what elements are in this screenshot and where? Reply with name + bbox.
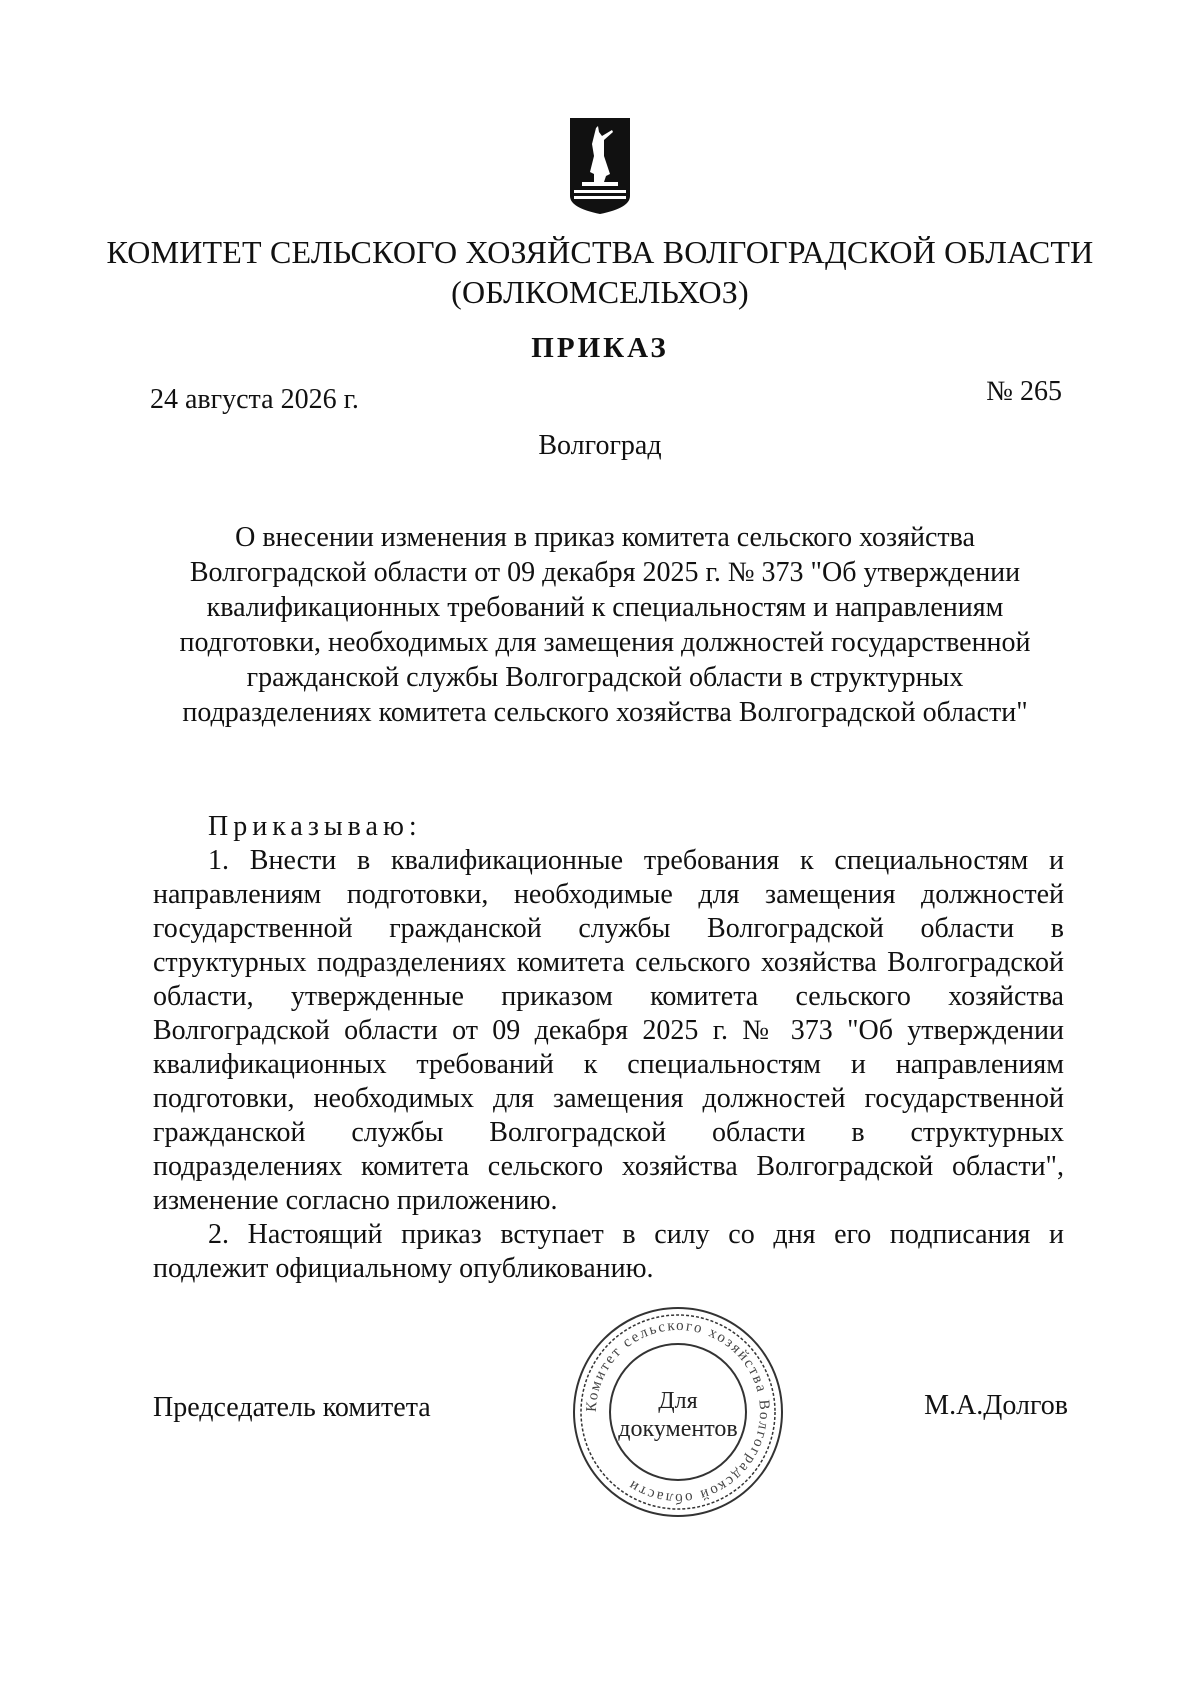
- document-date: 24 августа 2026 г.: [150, 384, 359, 415]
- signer-position: Председатель комитета: [153, 1392, 431, 1423]
- document-city: Волгоград: [538, 430, 662, 461]
- subject-line: подготовки, необходимых для замещения должностей государственной: [179, 627, 1031, 658]
- subject-line: гражданской службы Волгоградской области в структурных: [246, 662, 964, 693]
- subject-line: Волгоградской области от 09 декабря 2025 г. № 373 "Об утверждении: [189, 557, 1021, 588]
- stamp-center-line1: Для: [658, 1388, 698, 1414]
- subject-line: О внесении изменения в приказ комитета сельского хозяйства: [235, 522, 975, 553]
- document-subject: [160, 520, 1050, 730]
- organization-name: [100, 232, 1100, 312]
- order-item-2: 2. Настоящий приказ вступает в силу со дня его подписания и подлежит официальному опубликованию.: [153, 1219, 1064, 1284]
- signer-name: М.А.Долгов: [924, 1390, 1068, 1421]
- organization-name-line2: (ОБЛКОМСЕЛЬХОЗ): [451, 274, 749, 310]
- document-type: ПРИКАЗ: [531, 332, 669, 364]
- orders-word: Приказываю:: [208, 811, 422, 842]
- document-number: № 265: [986, 376, 1062, 407]
- stamp-center-line2: документов: [618, 1416, 738, 1442]
- organization-name-line1: КОМИТЕТ СЕЛЬСКОГО ХОЗЯЙСТВА ВОЛГОГРАДСКОЙ ОБЛАСТИ: [106, 234, 1094, 270]
- document-body: [153, 810, 1064, 1286]
- subject-line: квалификационных требований к специальностям и направлениям: [206, 592, 1004, 623]
- stamp-ring-text: Комитет сельского хозяйства Волгоградской области: [583, 1317, 773, 1507]
- volgograd-emblem-icon: [568, 116, 632, 216]
- order-item-1: 1. Внести в квалификационные требования к специальностям и направлениям подготовки, необходимые для замещения должностей государственной гражданской службы Волгоградской области в структурных подразделениях комитета сельского хозяйства Волгоградской области, утвержденные приказом комитета сельского хозяйства Волгоградской области от 09 декабря 2025 г. № 373 "Об утверждении квалификационных требований к специальностям и направлениям подготовки, необходимых для замещения должностей государственной гражданской службы Волгоградской области в структурных подразделениях комитета сельского хозяйства Волгоградской области", изменение согласно приложению.: [153, 845, 1064, 1216]
- official-seal-stamp: [570, 1304, 786, 1520]
- subject-line: подразделениях комитета сельского хозяйства Волгоградской области": [182, 697, 1028, 728]
